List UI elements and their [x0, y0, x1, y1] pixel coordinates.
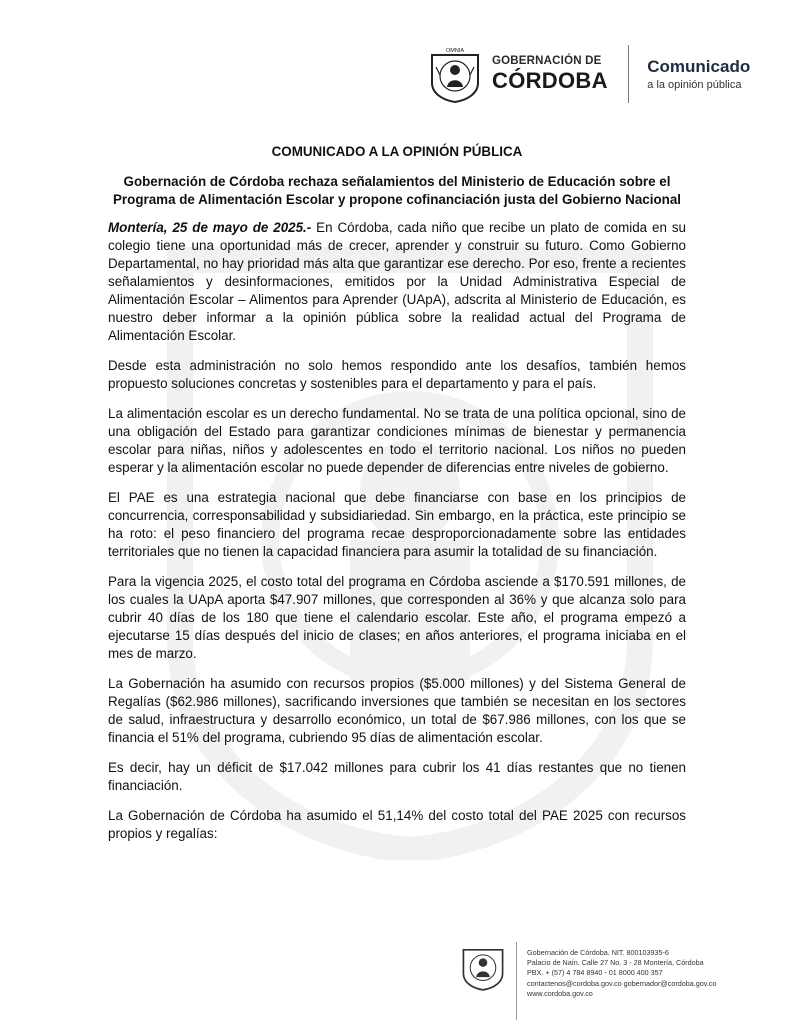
paragraph-1-text: En Córdoba, cada niño que recibe un plato de comida en su colegio tiene una oportunidad más de crecer, aprender y construir su futuro. Como Gobierno Departamental, no hay prioridad más alta que garantizar ese derecho. Por eso, frente a recientes señalamientos y desinformaciones, emitidos por la Unidad Administrativa Especial de Alimentación Escolar – Alimentos para Aprender (UApA), adscrita al Ministerio de Educación, es nuestro deber informar a la opinión pública sobre la realidad actual del Programa de Alimentación Escolar.	[108, 220, 686, 343]
communique-label	[647, 57, 750, 91]
footer	[460, 940, 716, 1020]
footer-coat-of-arms-icon	[460, 940, 506, 992]
paragraph-5: Para la vigencia 2025, el costo total del programa en Córdoba asciende a $170.591 millones, de los cuales la UApA aporta $47.907 millones, que corresponden al 36% y que alcanza solo para cubrir 40 días de los 180 que tiene el calendario escolar. Este año, el programa empezó a ejecutarse 15 días después del inicio de clases; en años anteriores, el programa iniciaba en el mes de marzo.	[108, 574, 686, 661]
paragraph-2: Desde esta administración no solo hemos respondido ante los desafíos, también hemos propuesto soluciones concretas y sostenibles para el departamento y para el país.	[108, 358, 686, 391]
footer-contact	[527, 948, 716, 999]
letterhead	[428, 44, 750, 104]
document-body	[108, 144, 686, 855]
communique-subtitle: a la opinión pública	[647, 79, 742, 91]
footer-nit: Gobernación de Córdoba. NIT. 800103935-6	[527, 948, 669, 957]
dateline: Montería, 25 de mayo de 2025.-	[108, 220, 312, 235]
communique-title: Comunicado	[647, 57, 751, 76]
footer-divider	[516, 942, 517, 1020]
paragraph-7: Es decir, hay un déficit de $17.042 millones para cubrir los 41 días restantes que no tienen financiación.	[108, 760, 686, 793]
brand-wordmark	[492, 56, 608, 93]
footer-emails[interactable]: contactenos@cordoba.gov.co gobernador@cordoba.gov.co	[527, 978, 717, 988]
svg-text:OMNIA: OMNIA	[445, 48, 465, 54]
coat-of-arms-icon	[428, 45, 482, 103]
paragraph-8: La Gobernación de Córdoba ha asumido el 51,14% del costo total del PAE 2025 con recursos propios y regalías:	[108, 808, 686, 841]
paragraph-3: La alimentación escolar es un derecho fundamental. No se trata de una política opcional, sino de una obligación del Estado para garantizar condiciones mínimas de bienestar y permanencia escolar para niñas, niños y adolescentes en todo el territorio nacional. Los niños no pueden esperar y la alimentación escolar no puede depender de diferencias entre niveles de gobierno.	[108, 406, 686, 475]
brand-main-text: CÓRDOBA	[492, 68, 608, 94]
brand-top-text: GOBERNACIÓN DE	[492, 54, 602, 67]
header-divider	[628, 45, 630, 103]
paragraph-4: El PAE es una estrategia nacional que debe financiarse con base en los principios de concurrencia, corresponsabilidad y subsidiariedad. Sin embargo, en la práctica, este principio se ha roto: el peso financiero del programa recae desproporcionadamente sobre las entidades territoriales que no tienen la capacidad financiera para asumir la totalidad de su financiación.	[108, 490, 686, 559]
footer-address: Palacio de Naín. Calle 27 No. 3 - 28 Montería, Córdoba	[527, 958, 704, 968]
document-title: COMUNICADO A LA OPINIÓN PÚBLICA	[271, 144, 523, 159]
footer-website[interactable]: www.cordoba.gov.co	[527, 988, 593, 998]
footer-phone: PBX. + (57) 4 784 8940 - 01 8000 400 357	[527, 968, 663, 978]
document-subtitle: Gobernación de Córdoba rechaza señalamientos del Ministerio de Educación sobre el Programa de Alimentación Escolar y propone cofinanciación justa del Gobierno Nacional	[113, 174, 681, 207]
paragraph-1	[108, 219, 686, 345]
paragraph-6: La Gobernación ha asumido con recursos propios ($5.000 millones) y del Sistema General de Regalías ($62.986 millones), sacrificando inversiones que también se necesitan en los sectores de salud, infraestructura y desarrollo económico, un total de $67.986 millones, con los que se financia el 51% del programa, cubriendo 95 días de alimentación escolar.	[108, 676, 686, 745]
